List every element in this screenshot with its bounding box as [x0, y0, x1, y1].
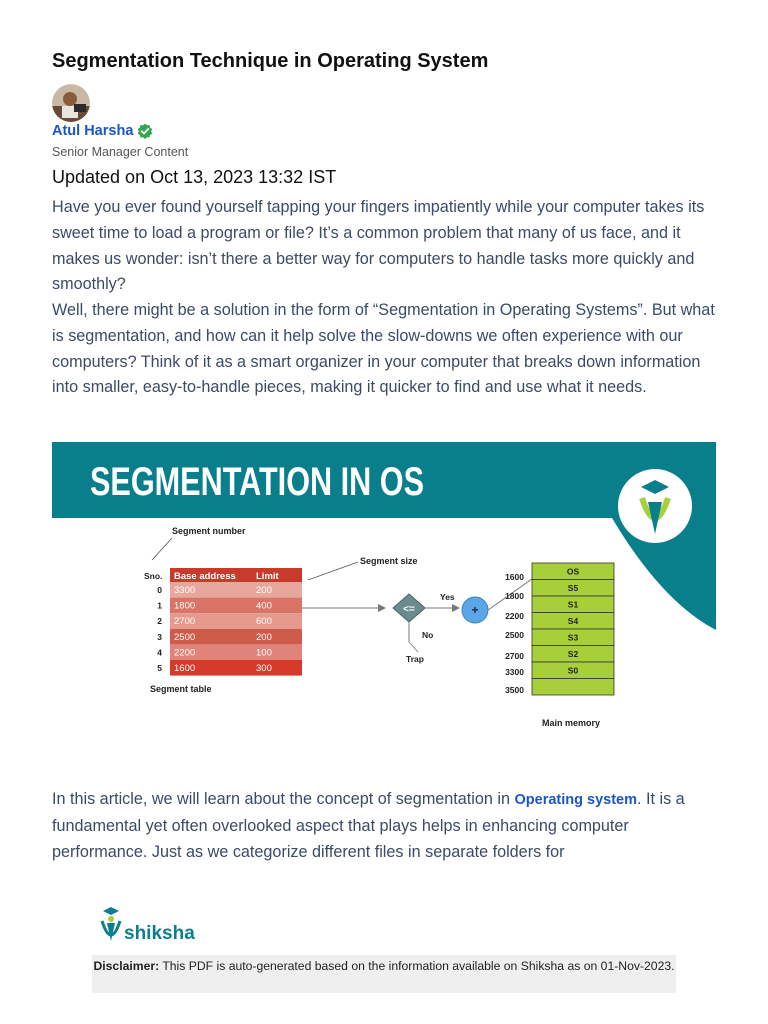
- paragraph-text-start: In this article, we will learn about the concept of segmentation in: [52, 790, 515, 808]
- memory-block-label: S3: [567, 632, 579, 643]
- shiksha-logo-icon: [100, 905, 122, 945]
- column-header-base: Base address: [174, 571, 236, 582]
- paragraph-text-end: . It is a fundamental yet often overlooked aspect that plays helps in enhancing computer performance. Just as we categorize different files in separate folders for: [52, 790, 685, 861]
- shiksha-emblem-icon: [618, 469, 692, 543]
- disclaimer-label: Disclaimer:: [93, 959, 160, 973]
- segment-row-sno: 0: [157, 585, 162, 595]
- updated-date: Updated on Oct 13, 2023 13:32 IST: [52, 167, 337, 187]
- segment-row-base: 3300: [174, 585, 196, 596]
- memory-block-7: [532, 679, 614, 696]
- memory-address: 3500: [505, 685, 524, 695]
- article-title: Segmentation Technique in Operating System: [52, 50, 489, 72]
- intro-paragraph: Have you ever found yourself tapping your fingers impatiently while your computer takes its sweet time to load a program or file? It’s a common problem that many of us face, and it makes us wonder: isn’t there a better way for computers to handle tasks more quickly and smoothly?: [52, 198, 705, 294]
- memory-block-label: S1: [567, 599, 579, 610]
- segment-row-base: 2700: [174, 616, 196, 628]
- memory-addresses: [505, 572, 524, 695]
- segmentation-paragraph: Well, there might be a solution in the form of “Segmentation in Operating Systems”. But what is segmentation, and how can it help solve the slow-downs we often experience with our computers? Think of it as a smart organizer in your computer that breaks down information into smaller, easy-to-handle pieces, making it quicker to find and use what it needs.: [52, 301, 715, 397]
- segment-size-label: Segment size: [360, 556, 418, 566]
- segment-row-limit: 300: [256, 663, 272, 674]
- memory-address: 2200: [505, 611, 524, 621]
- memory-address: 1800: [505, 591, 524, 601]
- column-header-limit: Limit: [256, 571, 279, 582]
- compare-symbol: <=: [403, 604, 415, 615]
- segment-row-sno: 5: [157, 663, 162, 673]
- segmentation-figure: [52, 442, 716, 760]
- operating-system-link[interactable]: Operating system: [514, 792, 637, 808]
- trap-label: Trap: [406, 654, 424, 664]
- avatar-image: [52, 84, 90, 122]
- author-link[interactable]: [52, 123, 153, 139]
- segment-row-limit: 600: [256, 616, 272, 628]
- segment-row-sno: 1: [157, 600, 162, 611]
- memory-address: 2700: [505, 651, 524, 661]
- segment-row-base: 2200: [174, 647, 196, 659]
- segment-row-sno: 2: [157, 616, 162, 627]
- segment-table: [157, 568, 302, 676]
- segment-row-limit: 400: [256, 600, 272, 612]
- segment-row-sno: 4: [157, 647, 162, 658]
- memory-block-label: S0: [567, 665, 579, 676]
- segment-row-limit: 200: [256, 585, 272, 596]
- author-role: Senior Manager Content: [52, 145, 189, 159]
- segment-row-base: 1600: [174, 663, 196, 674]
- disclaimer-text: This PDF is auto-generated based on the information available on Shiksha as on 01-Nov-2023.: [159, 959, 675, 973]
- segment-row-base: 2500: [174, 631, 196, 643]
- yes-label: Yes: [440, 592, 455, 602]
- disclaimer-box: [92, 955, 676, 993]
- main-memory-label: Main memory: [542, 718, 601, 728]
- memory-block-label: S5: [567, 583, 579, 593]
- memory-block-label: OS: [566, 566, 580, 577]
- memory-block-label: S2: [567, 649, 579, 659]
- memory-block-label: S4: [567, 616, 579, 626]
- segment-table-label: Segment table: [150, 684, 212, 694]
- segment-number-label: Segment number: [172, 526, 246, 536]
- segment-row-base: 1800: [174, 600, 196, 612]
- memory-address: 1600: [505, 572, 524, 582]
- memory-address: 3300: [505, 667, 524, 677]
- author-name[interactable]: Atul Harsha: [52, 123, 134, 139]
- shiksha-logo[interactable]: [100, 905, 195, 945]
- article-paragraph: [52, 787, 720, 865]
- main-memory: [532, 563, 614, 695]
- segment-row-sno: 3: [157, 631, 162, 642]
- figure-heading: SEGMENTATION IN OS: [90, 460, 424, 504]
- segment-row-limit: 200: [256, 631, 272, 643]
- segment-row-limit: 100: [256, 647, 272, 659]
- author-avatar[interactable]: [52, 84, 90, 122]
- adder-symbol: +: [471, 603, 479, 617]
- no-label: No: [422, 630, 434, 640]
- sno-header: Sno.: [144, 571, 163, 581]
- verified-badge-icon: [137, 123, 153, 139]
- shiksha-wordmark: shiksha: [124, 923, 195, 944]
- memory-address: 2500: [505, 630, 524, 640]
